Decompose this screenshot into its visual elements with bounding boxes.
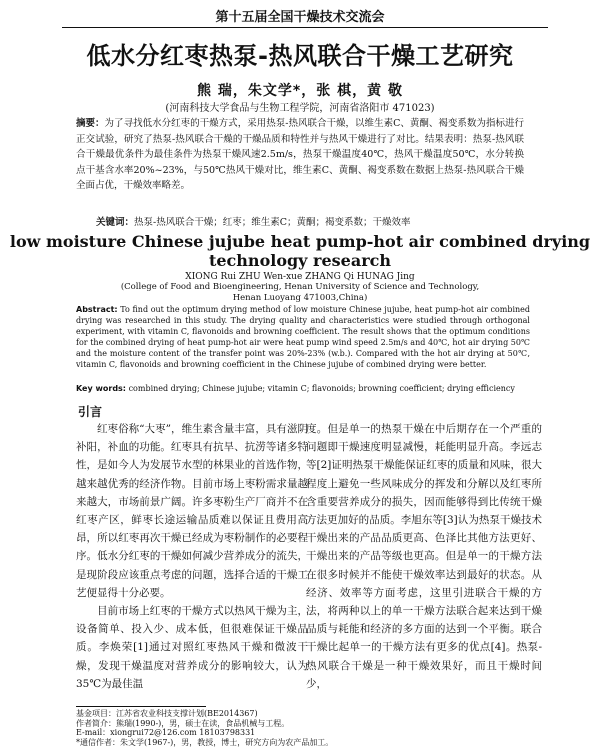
paper-title-chinese: 低水分红枣热泵-热风联合干燥工艺研究 — [86, 42, 514, 70]
body-paragraph: 红枣俗称“大枣”，维生素含量丰富，具有滋阴补阳，补血的功能。红枣具有抗旱、抗涝等诸多特性，是如今人为发展节水型的林果业的首选作物，越来越优秀的经济作物。目前市场上枣粉需求量越来越大，市场前景广阔。许多枣粉生产厂商并不在红枣产区，鲜枣长途运输品质难以保证且费用高昂，所以红枣再次干燥已经成为枣粉制作的必要程序。低水分红枣的干燥如何减少营养成分的流失，是现阶段应该重点考虑的问题，选择合适的干燥工艺便显得十分必要。 — [76, 423, 308, 599]
section-heading-introduction: 引言 — [78, 405, 103, 419]
abstract-chinese — [76, 116, 524, 194]
authors-english: XIONG Rui ZHU Wen-xue ZHANG Qi HUNAG Jing — [185, 272, 415, 282]
body-column-left — [76, 420, 308, 693]
footnote-author-bio: 作者简介：熊瑞(1990-)，男，硕士在读，食品机械与工程。 — [76, 718, 290, 728]
affiliation-chinese: (河南科技大学食品与生物工程学院，河南省洛阳市 471023) — [165, 103, 435, 114]
running-head: 第十五届全国干燥技术交流会 — [215, 10, 385, 25]
affiliation-english-line-1: (College of Food and Bioengineering, Henan University of Science and Technology, — [120, 282, 480, 292]
abstract-english — [76, 304, 530, 370]
abstract-chinese-text: 为了寻找低水分红枣的干燥方式，采用热泵-热风联合干燥，以维生素C、黄酮、褐变系数为指标进行正交试验，研究了热泵-热风联合干燥的干燥品质和特性并与热风干燥进行了对比。结果表明：热泵-热风联合干燥最优条件为最佳条件为热泵干燥风速2.5m/s，热泵干燥温度40℃，热风干燥温度50℃，水分转换点干基含水率20%~23%，与50℃热风干燥对比，维生素C、黄酮、褐变系数在数据上热泵-热风联合干燥全面占优，干燥效率略差。 — [76, 118, 524, 192]
keywords-chinese-label: 关键词： — [96, 217, 135, 228]
abstract-english-label: Abstract: — [76, 305, 118, 314]
header-rule — [62, 27, 548, 28]
keywords-chinese-text: 热泵-热风联合干燥；红枣；维生素C；黄酮；褐变系数；干燥效率 — [134, 217, 411, 228]
footnote-corresponding-author: *通信作者：朱文学(1967-)，男，教授，博士，研究方向为农产品加工。 — [76, 737, 334, 747]
footnote-email: E-mail：xiongrui72@126.com 18103798331 — [76, 728, 256, 738]
body-paragraph: 度。但是单一的热泵干燥在中后期存在一个严重的问题即干燥速度明显减慢，耗能明显升高。李远志等[2]证明热泵干燥能保证红枣的质量和风味，很大程度上避免一些风味成分的挥发和分解以及红枣所含重要营养成分的损失，因而能够得到比传统干燥方法更加好的品质。李旭东等[3]认为热泵干燥技术干燥出来的产品品质更高、色泽比其他方法更好、干燥出来的产品等级也更高。但是单一的干燥方法在很多时候并不能使干燥效率达到最好的状态。从经济、效率等方面考虑，这里引进联合干燥的方法，将两种以上的单一干燥方法联合起来达到干燥品质与耗能和经济的多方面的达到一个平衡。联合干燥比起单一的干燥方法有更多的优点[4]。热泵-热风联合干燥是一种干燥效果好，而且干燥时间少， — [306, 423, 542, 690]
body-column-right — [306, 420, 542, 693]
affiliation-english-line-2: Henan Luoyang 471003,China) — [232, 292, 368, 303]
abstract-english-text: To find out the optimum drying method of low moisture Chinese jujube, heat pump-hot air combined drying was researched in this study. The drying quality and characteristics were studied through orthogonal experiment, with vitamin C, flavonoids and browning coefficient. The result shows that the optimum conditions for the combined drying of heat pump-hot air were heat pump wind speed 2.5m/s and 40℃, hot air drying 50℃ and the moisture content of the transfer point was 20%-23% (w.b.). Compared with the hot air drying at 50℃, vitamin C, flavonoids and browning coefficient in the Chinese jujube of combined drying were better. — [76, 305, 531, 369]
keywords-english-text: combined drying; Chinese jujube; vitamin C; flavonoids; browning coefficient; drying efficiency — [128, 384, 515, 393]
footnote-rule — [76, 706, 206, 707]
footnote-funding: 基金项目：江苏省农业科技支撑计划(BE2014367) — [76, 709, 258, 718]
footnotes — [76, 709, 540, 747]
body-paragraph: 目前市场上红枣的干燥方式以热风干燥为主，设备简单、投入少、成本低，但很难保证干燥品质。李焕荣[1]通过对照红枣热风干燥和微波干燥，发现干燥温度对营养成分的影响较大，认为35℃为最佳温 — [76, 605, 308, 690]
keywords-english — [76, 384, 530, 393]
keywords-chinese — [96, 214, 540, 228]
keywords-english-label: Key words: — [76, 384, 127, 393]
abstract-chinese-label: 摘要： — [76, 118, 105, 129]
paper-title-english — [0, 232, 600, 270]
paper-title-english-text: low moisture Chinese jujube heat pump-hot air combined drying technology research — [9, 232, 591, 270]
authors-chinese: 熊 瑞，朱文学*，张 棋，黄 敬 — [197, 83, 403, 99]
affiliation-english — [0, 282, 600, 303]
